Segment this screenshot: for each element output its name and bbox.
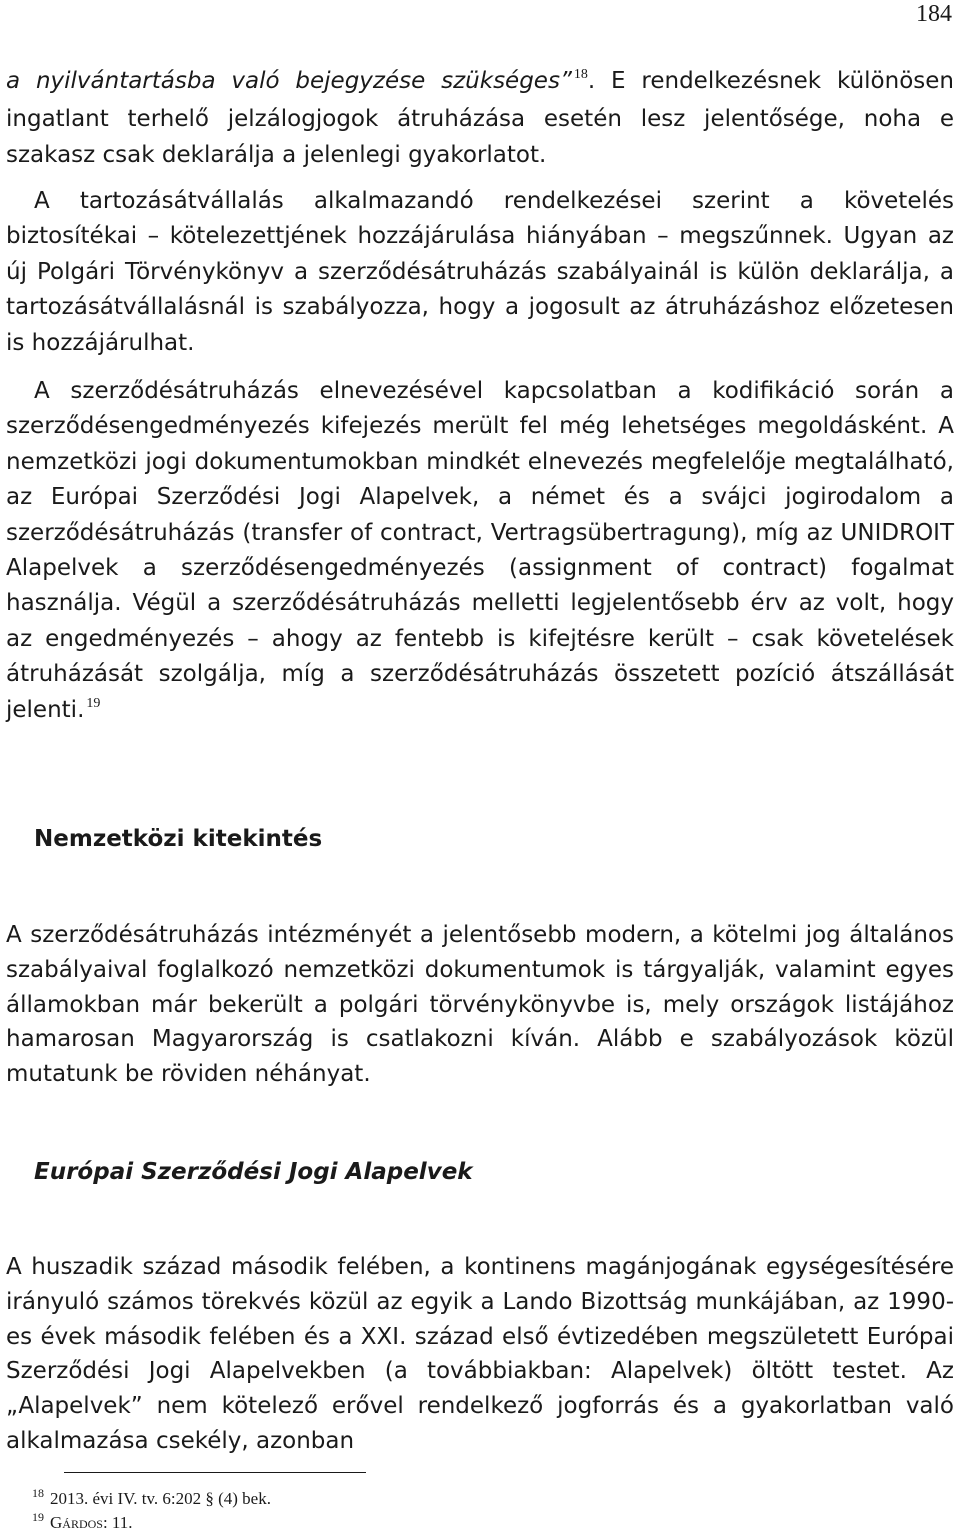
paragraph-1 xyxy=(6,64,954,173)
paragraph-4 xyxy=(6,918,954,1092)
paragraph-5 xyxy=(6,1250,954,1459)
footnote-19 xyxy=(32,1510,133,1534)
paragraph-5-text: A huszadik század második felében, a kontinens magánjogának egységesítésére irányuló számos törekvés közül az egyik a Lando Bizottság munkájában, az 1990-es évek második felében és a XXI. század első évtizedében megszületett Európai Szerződési Jogi Alapelvekben (a továbbiakban: Alapelvek) öltött testet. Az „Alapelvek” nem kötelező erővel rendelkező jogforrás és a gyakorlatban való alkalmazása csekély, azonban xyxy=(6,1254,954,1454)
paragraph-4-text: A szerződésátruházás intézményét a jelentősebb modern, a kötelmi jog általános szabályaival foglalkozó nemzetközi dokumentumok is tárgyalják, valamint egyes államokban már bekerült a polgári törvénykönyvbe is, mely országok listájához hamarosan Magyarország is csatlakozni kíván. Alább e szabályozások közül mutatunk be röviden néhányat. xyxy=(6,922,954,1088)
paragraph-1-text: . E rendelkezésnek különösen ingatlant terhelő jelzálogjogok átruházása esetén lesz jelentősége, noha e szakasz csak deklarálja a jelenlegi gyakorlatot. xyxy=(6,68,954,168)
footnote-18-number: 18 xyxy=(32,1486,44,1500)
paragraph-3-text: A szerződésátruházás elnevezésével kapcsolatban a kodifikáció során a szerződésengedményezés kifejezés merült fel még lehetséges megoldásként. A nemzetközi jogi dokumentumokban mindkét elnevezés megfelelője megtalálható, az Európai Szerződési Jogi Alapelvek, a német és a svájci jogirodalom a szerződésátruházás (transfer of contract, Vertragsübertragung), míg az UNIDROIT Alapelvek a szerződésengedményezés (assignment of contract) fogalmat használja. Végül a szerződésátruházás melletti legjelentősebb érv az volt, hogy az engedményezés – ahogy az fentebb is kifejtésre került – csak követelések átruházását szolgálja, míg a szerződésátruházás összetett pozíció átszállását jelenti. xyxy=(6,378,954,723)
footnote-separator xyxy=(64,1472,366,1473)
footnote-19-number: 19 xyxy=(32,1510,44,1524)
page-number: 184 xyxy=(916,1,952,27)
paragraph-2 xyxy=(6,184,954,361)
footnote-18-text: 2013. évi IV. tv. 6:202 § (4) bek. xyxy=(50,1489,271,1508)
paragraph-2-text: A tartozásátvállalás alkalmazandó rendelkezései szerint a követelés biztosítékai – kötelezettjének hozzájárulása hiányában – megszűnnek. Ugyan az új Polgári Törvénykönyv a szerződésátruházás szabályainál is külön deklarálja, a tartozásátvállalásnál is szabályozza, hogy a jogosult az átruházáshoz előzetesen is hozzájárulhat. xyxy=(6,188,954,356)
footnote-ref-18[interactable]: 18 xyxy=(573,67,588,82)
footnote-ref-19[interactable]: 19 xyxy=(86,695,101,711)
footnote-19-text: : 11. xyxy=(102,1513,133,1532)
paragraph-3 xyxy=(6,374,954,731)
footnote-18 xyxy=(32,1486,271,1510)
paragraph-1-italic-quote: a nyilvántartásba való bejegyzése szükséges” xyxy=(6,68,572,94)
section-heading-nemzetkozi-kitekintes: Nemzetközi kitekintés xyxy=(34,826,323,852)
subsection-heading-europai-alapelvek: Európai Szerződési Jogi Alapelvek xyxy=(34,1159,473,1185)
footnote-19-author: Gárdos xyxy=(50,1513,103,1532)
